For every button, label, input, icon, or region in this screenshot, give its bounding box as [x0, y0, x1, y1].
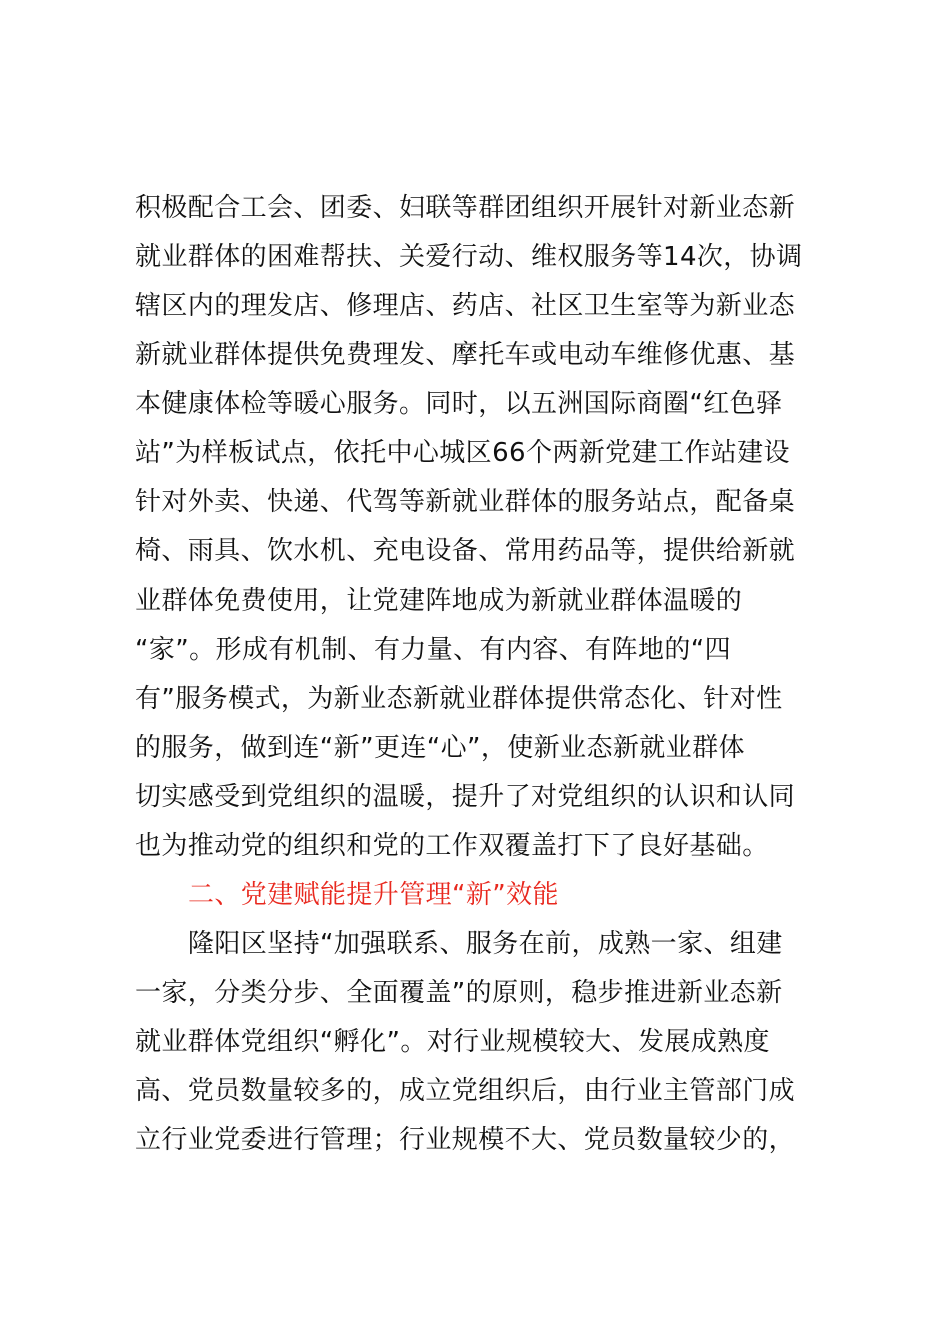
paragraph2-line-1: 隆阳区坚持“加强联系、服务在前，成熟一家、组建	[188, 929, 783, 959]
section-heading-2: 二、党建赋能提升管理“新”效能	[188, 880, 559, 910]
paragraph1-line-1: 积极配合工会、团委、妇联等群团组织开展针对新业态新	[135, 193, 796, 223]
paragraph2-line-4: 高、党员数量较多的，成立党组织后，由行业主管部门成	[135, 1076, 796, 1106]
paragraph1-line-8: 椅、雨具、饮水机、充电设备、常用药品等，提供给新就	[135, 536, 796, 566]
paragraph2-line-3: 就业群体党组织“孵化”。对行业规模较大、发展成熟度	[135, 1027, 770, 1057]
paragraph1-line-14: 也为推动党的组织和党的工作双覆盖打下了良好基础。	[135, 831, 769, 861]
paragraph1-line-5: 本健康体检等暖心服务。同时，以五洲国际商圈“红色驿	[135, 389, 783, 419]
paragraph1-line-9: 业群体免费使用，让党建阵地成为新就业群体温暖的	[135, 586, 743, 616]
paragraph1-line-2: 就业群体的困难帮扶、关爱行动、维权服务等14次，协调	[135, 242, 803, 272]
paragraph1-line-4: 新就业群体提供免费理发、摩托车或电动车维修优惠、基	[135, 340, 796, 370]
paragraph1-line-3: 辖区内的理发店、修理店、药店、社区卫生室等为新业态	[135, 291, 796, 321]
paragraph1-line-10: “家”。形成有机制、有力量、有内容、有阵地的“四	[135, 635, 732, 665]
paragraph1-line-7: 针对外卖、快递、代驾等新就业群体的服务站点，配备桌	[135, 487, 796, 517]
paragraph1-line-13: 切实感受到党组织的温暖，提升了对党组织的认识和认同	[135, 782, 796, 812]
paragraph2-line-5: 立行业党委进行管理；行业规模不大、党员数量较少的，	[135, 1125, 796, 1155]
paragraph1-line-11: 有”服务模式，为新业态新就业群体提供常态化、针对性	[135, 684, 783, 714]
paragraph2-line-2: 一家，分类分步、全面覆盖”的原则，稳步推进新业态新	[135, 978, 783, 1008]
paragraph1-line-6: 站”为样板试点，依托中心城区66个两新党建工作站建设	[135, 438, 790, 468]
paragraph1-line-12: 的服务，做到连“新”更连“心”，使新业态新就业群体	[135, 733, 745, 763]
